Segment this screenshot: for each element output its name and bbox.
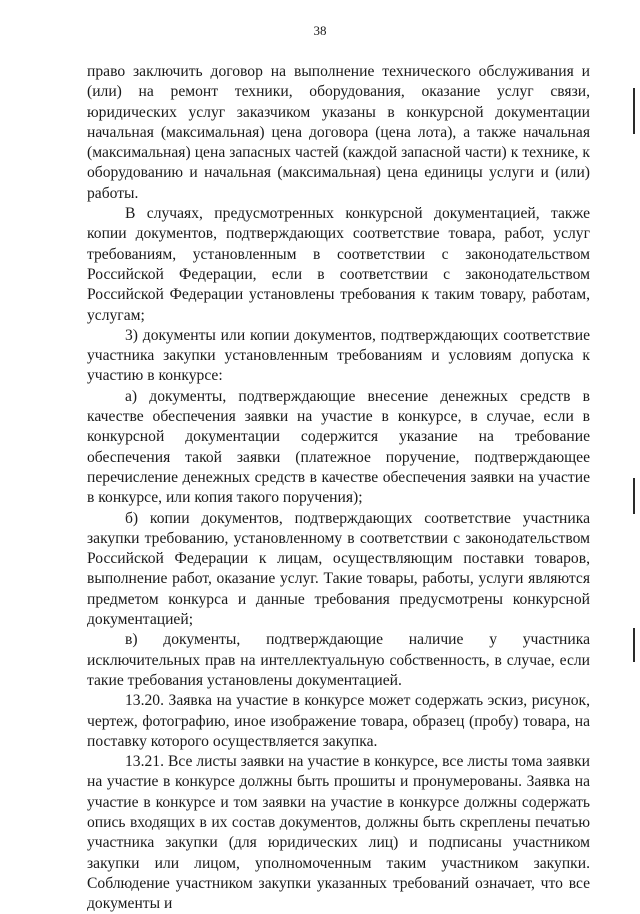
paragraph-subitem-a: а) документы, подтверждающие внесение денежных средств в качестве обеспечения заявки на участие в конкурсе, в случае, если в конкурсной документации содержится указание на требование обеспечения такой заявки (платежное поручение, подтверждающее перечисление денежных средств в качестве обеспечения заявки на участие в конкурсе, или копия такого поручения); [87, 387, 590, 507]
scan-margin-mark [633, 478, 635, 514]
page-body [87, 62, 590, 914]
page-number: 38 [313, 23, 327, 38]
scan-margin-mark [633, 628, 635, 662]
paragraph-copies-of-documents: В случаях, предусмотренных конкурсной документацией, также копии документов, подтверждающих соответствие товара, работ, услуг требованиям, установленным в соответствии с законодательством Российской Федерации, если в соответствии с законодательством Российской Федерации установлены требования к таким товару, работам, услугам; [87, 205, 590, 324]
paragraph-13-21: 13.21. Все листы заявки на участие в конкурсе, все листы тома заявки на участие в конкурсе должны быть прошиты и пронумерованы. Заявка на участие в конкурсе и том заявки на участие в конкурсе должны содержать опись входящих в их состав документов, должны быть скреплены печатью участника закупки (для юридических лиц) и подписаны участником закупки или лицом, уполномоченным таким участником закупки. Соблюдение участником закупки указанных требований означает, что все документы и [87, 753, 590, 913]
paragraph-item-3: 3) документы или копии документов, подтверждающих соответствие участника закупки установленным требованиям и условиям допуска к участию в конкурсе: [87, 326, 590, 385]
scan-margin-mark [633, 88, 635, 134]
paragraph-continuation: право заключить договор на выполнение технического обслуживания и (или) на ремонт техники, оборудования, оказание услуг связи, юридических услуг заказчиком указаны в конкурсной документации начальная (максимальная) цена договора (цена лота), а также начальная (максимальная) цена запасных частей (каждой запасной части) к технике, к оборудованию и начальная (максимальная) цена единицы услуги и (или) работы. [87, 63, 590, 202]
paragraph-13-20: 13.20. Заявка на участие в конкурсе может содержать эскиз, рисунок, чертеж, фотографию, иное изображение товара, образец (пробу) товара, на поставку которого осуществляется закупка. [87, 692, 590, 750]
paragraph-subitem-v: в) документы, подтверждающие наличие у участника исключительных прав на интеллектуальную собственность, в случае, если такие требования установлены документацией. [87, 631, 590, 689]
paragraph-subitem-b: б) копии документов, подтверждающих соответствие участника закупки требованию, установленному в соответствии с законодательством Российской Федерации к лицам, осуществляющим поставки товаров, выполнение работ, оказание услуг. Такие товары, работы, услуги являются предметом конкурса и данные требования предусмотрены конкурсной документацией; [87, 509, 590, 629]
